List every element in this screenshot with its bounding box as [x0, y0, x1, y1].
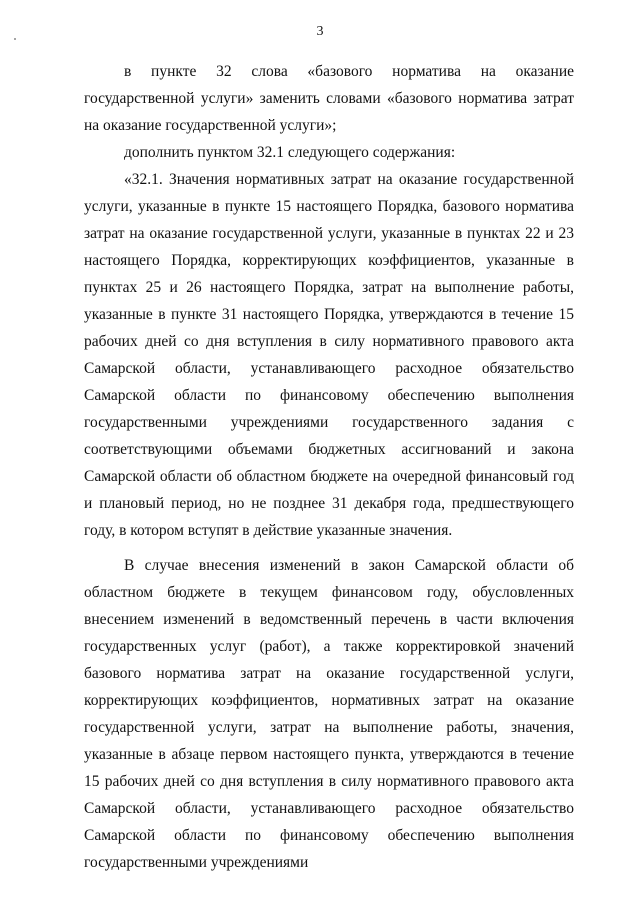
document-body: [84, 58, 574, 876]
page-number: 3: [316, 24, 324, 39]
paragraph-3: «32.1. Значения нормативных затрат на оказание государственной услуги, указанные в пункте 15 настоящего Порядка, базового норматива затрат на оказание государственной услуги, указанные в пунктах 22 и 23 настоящего Порядка, корректирующих коэффициентов, указанные в пунктах 25 и 26 настоящего Порядка, затрат на выполнение работы, указанные в пункте 31 настоящего Порядка, утверждаются в течение 15 рабочих дней со дня вступления в силу нормативного правового акта Самарской области, устанавливающего расходное обязательство Самарской области по финансовому обеспечению выполнения государственными учреждениями государственного задания с соответствующими объемами бюджетных ассигнований и закона Самарской области об областном бюджете на очередной финансовый год и плановый период, но не позднее 31 декабря года, предшествующего году, в котором вступят в действие указанные значения.: [84, 171, 574, 539]
paragraph-1: в пункте 32 слова «базового норматива на оказание государственной услуги» заменить словами «базового норматива затрат на оказание государственной услуги»;: [84, 63, 574, 134]
paragraph-4: В случае внесения изменений в закон Самарской области об областном бюджете в текущем финансовом году, обусловленных внесением изменений в ведомственный перечень в части включения государственных услуг (работ), а также корректировкой значений базового норматива затрат на оказание государственной услуги, корректирующих коэффициентов, нормативных затрат на оказание государственной услуги, затрат на выполнение работы, значения, указанные в абзаце первом настоящего пункта, утверждаются в течение 15 рабочих дней со дня вступления в силу нормативного правового акта Самарской области, устанавливающего расходное обязательство Самарской области по финансовому обеспечению выполнения государственными учреждениями: [84, 557, 574, 871]
paragraph-2: дополнить пунктом 32.1 следующего содержания:: [124, 144, 456, 161]
